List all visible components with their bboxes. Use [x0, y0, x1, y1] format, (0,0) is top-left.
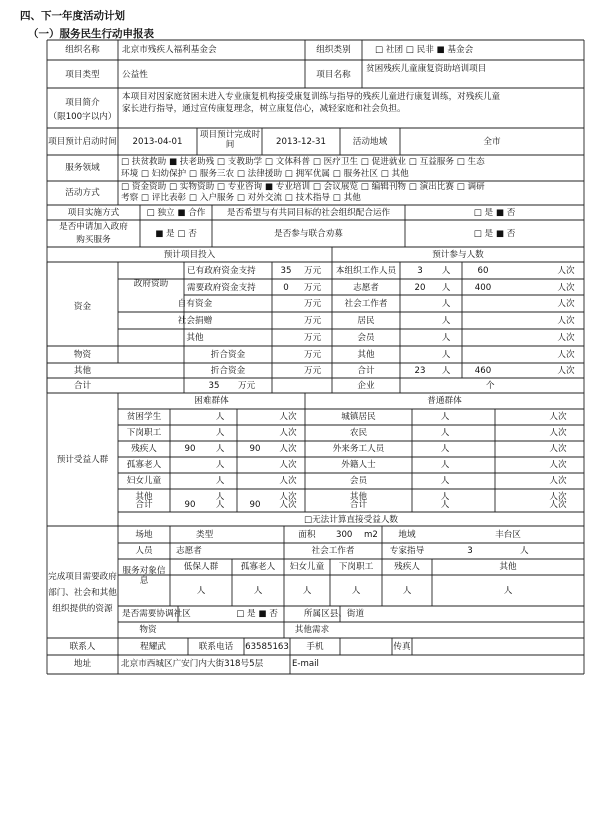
hard-row-times-unit: 人次 — [279, 444, 297, 454]
gov-need-unit: 万元 — [304, 283, 322, 293]
normal-row-label: 合计 — [349, 500, 368, 510]
hard-row-person-unit: 人 — [215, 444, 225, 454]
area-label: 活动地域 — [352, 137, 388, 147]
people-row-times-unit: 人次 — [557, 350, 575, 360]
implement-value: □ 独立 ■ 合作 — [146, 208, 206, 218]
normal-row-times-unit: 人次 — [549, 492, 567, 502]
people-row-count: 23 — [414, 366, 426, 376]
gov-need-label: 需要政府资金支持 — [187, 283, 256, 293]
purchase-label-1: 是否申请加入政府 — [59, 222, 128, 232]
info-other: 其他 — [499, 562, 517, 572]
other-need-label: 其他需求 — [294, 625, 330, 635]
info-laid-off-unit: 人 — [351, 586, 361, 596]
mobile-label: 手机 — [306, 642, 324, 652]
people-row-times: 400 — [474, 283, 492, 293]
donation-label: 社会捐赠 — [177, 316, 213, 326]
people-row-label: 志愿者 — [353, 283, 379, 293]
hard-row-label: 合计 — [135, 500, 153, 510]
enterprise-unit: 个 — [486, 381, 495, 391]
hard-row-times: 90 — [249, 444, 261, 454]
area-value: 全市 — [483, 137, 501, 147]
info-women: 妇女儿童 — [289, 562, 325, 572]
normal-row-label: 会员 — [349, 476, 368, 486]
org-name-label: 组织名称 — [65, 45, 100, 55]
hard-row-times-unit: 人次 — [279, 428, 297, 438]
people-row-person-unit: 人 — [441, 316, 451, 326]
org-name-value: 北京市残疾人福利基金会 — [122, 45, 217, 55]
phone-label: 联系电话 — [198, 642, 234, 652]
hard-row-times-unit: 人次 — [279, 500, 297, 510]
hard-row-times-unit: 人次 — [279, 492, 297, 502]
hard-row-person-unit: 人 — [215, 428, 225, 438]
joint-fundraise-answer: □ 是 ■ 否 — [473, 229, 516, 239]
project-name-value: 贫困残疾儿童康复资助培训项目 — [366, 64, 487, 74]
gov-have-value: 35 — [280, 266, 292, 276]
resources-label-2: 部门、社会和其他 — [48, 588, 117, 598]
joint-fundraise-question: 是否参与联合劝募 — [274, 229, 343, 239]
people-row-times-unit: 人次 — [557, 316, 575, 326]
start-value: 2013-04-01 — [132, 137, 183, 147]
start-label: 项目预计启动时间 — [48, 137, 117, 147]
fund-label: 资金 — [73, 302, 92, 312]
total-input-value: 35 — [208, 381, 220, 391]
normal-row-label: 农民 — [349, 428, 368, 438]
cooperate-question: 是否希望与有共同目标的社会组织配合运作 — [226, 208, 391, 218]
other-fund-unit: 万元 — [304, 333, 322, 343]
hard-row-person-unit: 人 — [215, 492, 225, 502]
form-subheading: （一）服务民生行动申报表 — [28, 28, 154, 40]
purchase-label-2: 购买服务 — [76, 235, 111, 245]
people-row-label: 其他 — [357, 350, 375, 360]
info-laid-off: 下岗职工 — [338, 562, 374, 572]
hard-row-person-unit: 人 — [215, 500, 225, 510]
hard-row-person-unit: 人 — [215, 412, 225, 422]
social-worker-label: 社会工作者 — [311, 546, 355, 556]
intro-label: 项目简介 — [65, 98, 100, 108]
people-row-person-unit: 人 — [441, 266, 451, 276]
total-input-label: 合计 — [73, 381, 92, 391]
fax-label: 传真 — [393, 642, 411, 652]
hard-row-person-unit: 人 — [215, 460, 225, 470]
staff-label: 人员 — [135, 546, 153, 556]
donation-unit: 万元 — [304, 316, 322, 326]
hard-row-times-unit: 人次 — [279, 460, 297, 470]
service-line2: 环境 □ 妇幼保护 □ 服务三农 □ 法律援助 □ 拥军优属 □ 服务社区 □ 其他 — [121, 169, 409, 179]
intro-limit: （限100字以内） — [48, 112, 117, 122]
purchase-value: ■ 是 □ 否 — [155, 229, 197, 239]
self-fund-unit: 万元 — [304, 299, 322, 309]
info-low: 低保人群 — [183, 562, 219, 572]
venue-region-label: 地域 — [398, 530, 416, 540]
people-row-person-unit: 人 — [441, 366, 451, 376]
people-row-times: 460 — [474, 366, 492, 376]
project-name-label: 项目名称 — [316, 70, 351, 80]
org-type-label: 组织类别 — [316, 45, 351, 55]
uncountable-note: □无法计算直接受益人数 — [303, 515, 399, 525]
people-row-times-unit: 人次 — [557, 366, 575, 376]
normal-row-label: 城镇居民 — [341, 412, 376, 422]
method-label: 活动方式 — [65, 188, 100, 198]
material-conv-label: 折合资金 — [210, 350, 246, 360]
project-type-value: 公益性 — [122, 70, 148, 80]
normal-row-times-unit: 人次 — [549, 428, 567, 438]
normal-row-person-unit: 人 — [440, 428, 450, 438]
hard-row-label: 其他 — [135, 492, 153, 502]
volunteer-label: 志愿者 — [176, 546, 202, 556]
material-need-label: 物资 — [139, 625, 157, 635]
people-row-person-unit: 人 — [441, 283, 451, 293]
hard-row-count: 90 — [184, 500, 196, 510]
venue-type-label: 类型 — [196, 530, 214, 540]
hard-row-times: 90 — [249, 500, 261, 510]
venue-area-value: 300 — [336, 530, 353, 540]
service-label: 服务领域 — [65, 163, 100, 173]
other-fund-label: 其他 — [186, 333, 204, 343]
end-value: 2013-12-31 — [276, 137, 326, 147]
normal-row-person-unit: 人 — [440, 500, 450, 510]
project-type-label: 项目类型 — [65, 70, 100, 80]
people-row-count: 20 — [414, 283, 426, 293]
info-label: 服务对象信息 — [122, 566, 166, 586]
normal-row-person-unit: 人 — [440, 444, 450, 454]
gov-have-unit: 万元 — [304, 266, 322, 276]
total-input-unit: 万元 — [238, 381, 256, 391]
info-disabled-unit: 人 — [402, 586, 412, 596]
hard-group-header: 困难群体 — [194, 396, 229, 406]
normal-group-header: 普通群体 — [427, 396, 462, 406]
service-line1: □ 扶贫救助 ■ 扶老助残 □ 支教助学 □ 文体科普 □ 医疗卫生 □ 促进就业 □ 互益服务 □ 生态 — [121, 157, 485, 167]
inputs-header: 预计项目投入 — [163, 250, 216, 260]
section-heading: 四、下一年度活动计划 — [20, 10, 125, 22]
org-type-value: □ 社团 □ 民非 ■ 基金会 — [375, 45, 474, 55]
community-answer: □ 是 ■ 否 — [236, 609, 278, 619]
hard-row-label: 妇女儿童 — [126, 476, 162, 486]
hard-row-label: 孤寡老人 — [126, 460, 162, 470]
normal-row-times-unit: 人次 — [549, 412, 567, 422]
method-line2: 考察 □ 评比表彰 □ 入户服务 □ 对外交流 □ 技术指导 □ 其他 — [121, 193, 361, 203]
venue-area-label: 面积 — [298, 530, 316, 540]
people-row-times-unit: 人次 — [557, 333, 575, 343]
material-conv-unit: 万元 — [304, 350, 322, 360]
resources-label-1: 完成项目需要政府 — [48, 572, 117, 582]
normal-row-label: 其他 — [349, 492, 368, 502]
hard-row-person-unit: 人 — [215, 476, 225, 486]
venue-region-value: 丰台区 — [495, 530, 521, 540]
normal-row-person-unit: 人 — [440, 412, 450, 422]
district-label: 所属区县、街道 — [303, 609, 365, 619]
address-label: 地址 — [73, 659, 92, 669]
hard-row-times-unit: 人次 — [279, 476, 297, 486]
normal-row-label: 外籍人士 — [341, 460, 376, 470]
gov-label: 政府资助 — [133, 279, 169, 289]
self-fund-label: 自有资金 — [177, 299, 213, 309]
material-label: 物资 — [73, 350, 92, 360]
expert-value: 3 — [467, 546, 473, 556]
normal-row-person-unit: 人 — [440, 460, 450, 470]
other-conv-unit: 万元 — [304, 366, 322, 376]
people-row-times-unit: 人次 — [557, 266, 575, 276]
people-header: 预计参与人数 — [432, 250, 484, 260]
normal-row-label: 外来务工人员 — [332, 444, 385, 454]
implement-label: 项目实施方式 — [67, 208, 120, 218]
normal-row-times-unit: 人次 — [549, 460, 567, 470]
beneficiary-label: 预计受益人群 — [56, 455, 109, 465]
people-row-person-unit: 人 — [441, 299, 451, 309]
hard-row-count: 90 — [184, 444, 196, 454]
email-label: E-mail — [292, 659, 319, 669]
hard-row-times-unit: 人次 — [279, 412, 297, 422]
community-question: 是否需要协调社区 — [122, 609, 191, 619]
expert-unit: 人 — [520, 546, 529, 556]
hard-row-label: 贫困学生 — [126, 412, 162, 422]
venue-label: 场地 — [135, 530, 153, 540]
hard-row-label: 残疾人 — [131, 444, 157, 454]
info-women-unit: 人 — [302, 586, 312, 596]
other-input-label: 其他 — [73, 366, 92, 376]
people-row-label: 社会工作者 — [344, 299, 388, 309]
hard-row-label: 下岗职工 — [126, 428, 162, 438]
cooperate-answer: □ 是 ■ 否 — [473, 208, 516, 218]
normal-row-person-unit: 人 — [440, 492, 450, 502]
info-low-unit: 人 — [196, 586, 206, 596]
gov-need-value: 0 — [283, 283, 289, 293]
phone-value: 63585163 — [245, 642, 289, 652]
expert-label: 专家指导 — [389, 546, 425, 556]
people-row-times-unit: 人次 — [557, 283, 575, 293]
contact-label: 联系人 — [69, 642, 96, 652]
contact-name: 程耀武 — [140, 642, 166, 652]
people-row-times-unit: 人次 — [557, 299, 575, 309]
end-label: 项目预计完成时间 — [199, 130, 261, 150]
info-disabled: 残疾人 — [394, 562, 420, 572]
gov-have-label: 已有政府资金支持 — [187, 266, 256, 276]
info-elderly: 孤寡老人 — [240, 562, 276, 572]
other-conv-label: 折合资金 — [210, 366, 246, 376]
people-row-label: 本组织工作人员 — [335, 266, 397, 276]
method-line1: □ 资金资助 □ 实物资助 □ 专业咨询 ■ 专业培训 □ 会议展览 □ 编辑刊物 □ 演出比赛 □ 调研 — [121, 182, 485, 192]
resources-label-3: 组织提供的资源 — [52, 604, 113, 614]
address-value: 北京市西城区广安门内大街318号5层 — [121, 659, 264, 669]
normal-row-times-unit: 人次 — [549, 500, 567, 510]
people-row-label: 会员 — [357, 333, 375, 343]
enterprise-label: 企业 — [357, 381, 375, 391]
people-row-count: 3 — [417, 266, 423, 276]
people-row-person-unit: 人 — [441, 333, 451, 343]
normal-row-person-unit: 人 — [440, 476, 450, 486]
people-row-label: 合计 — [357, 366, 375, 376]
intro-text: 本项目对因家庭贫困未进入专业康复机构接受康复训练与指导的残疾儿童进行康复训练，对残疾儿童家长进行指导，通过宣传康复理念，树立康复信心，减轻家庭和社会负担。 — [122, 92, 501, 114]
venue-area-unit: m2 — [364, 530, 378, 540]
info-other-unit: 人 — [503, 586, 513, 596]
info-elderly-unit: 人 — [253, 586, 263, 596]
people-row-times: 60 — [477, 266, 489, 276]
normal-row-times-unit: 人次 — [549, 476, 567, 486]
normal-row-times-unit: 人次 — [549, 444, 567, 454]
people-row-label: 居民 — [357, 316, 375, 326]
people-row-person-unit: 人 — [441, 350, 451, 360]
